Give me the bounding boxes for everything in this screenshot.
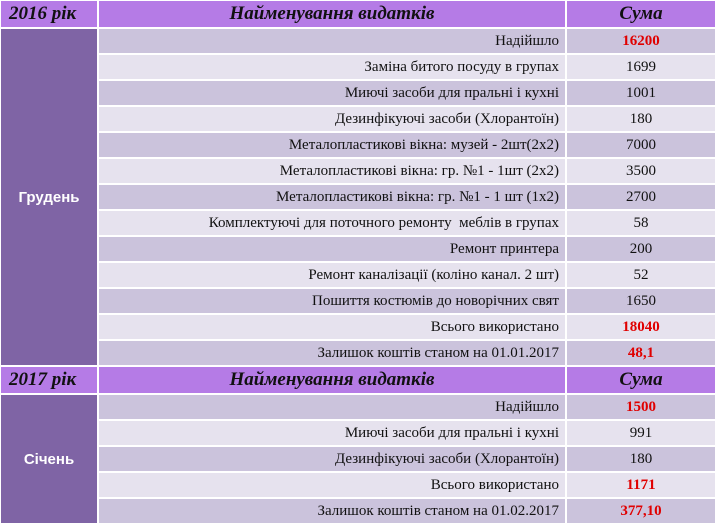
expense-value: 18040	[566, 314, 716, 340]
table-row	[0, 314, 716, 340]
table-row	[0, 236, 716, 262]
expense-name: Ремонт каналізації (коліно канал. 2 шт)	[98, 262, 566, 288]
expense-name: Металопластикові вікна: гр. №1 - 1 шт (1х2)	[98, 184, 566, 210]
expense-name: Пошиття костюмів до новорічних свят	[98, 288, 566, 314]
table-row	[0, 498, 716, 524]
expense-value: 1699	[566, 54, 716, 80]
table-row	[0, 28, 716, 54]
table-row	[0, 210, 716, 236]
table-row	[0, 106, 716, 132]
expense-value: 180	[566, 106, 716, 132]
expense-name: Дезинфікуючі засоби (Хлорантоїн)	[98, 446, 566, 472]
expense-name: Заміна битого посуду в групах	[98, 54, 566, 80]
expense-name: Миючі засоби для пральні і кухні	[98, 80, 566, 106]
expense-value: 377,10	[566, 498, 716, 524]
expense-name: Металопластикові вікна: гр. №1 - 1шт (2х2)	[98, 158, 566, 184]
expense-value: 3500	[566, 158, 716, 184]
expense-name: Металопластикові вікна: музей - 2шт(2х2)	[98, 132, 566, 158]
year-cell: 2017 рік	[0, 366, 98, 394]
expense-value: 1171	[566, 472, 716, 498]
table-row	[0, 420, 716, 446]
table-row	[0, 288, 716, 314]
expense-value: 52	[566, 262, 716, 288]
expense-value: 1500	[566, 394, 716, 420]
expense-name: Комплектуючі для поточного ремонту меблів в групах	[98, 210, 566, 236]
expense-value: 1650	[566, 288, 716, 314]
expense-name: Ремонт принтера	[98, 236, 566, 262]
expense-value: 180	[566, 446, 716, 472]
expense-value: 16200	[566, 28, 716, 54]
table-row	[0, 472, 716, 498]
expense-value: 200	[566, 236, 716, 262]
expense-name: Залишок коштів станом на 01.01.2017	[98, 340, 566, 366]
expense-name: Надійшло	[98, 28, 566, 54]
expense-value: 58	[566, 210, 716, 236]
table-row	[0, 54, 716, 80]
header-sum-cell: Сума	[566, 366, 716, 394]
expense-name: Дезинфікуючі засоби (Хлорантоїн)	[98, 106, 566, 132]
expense-value: 1001	[566, 80, 716, 106]
expense-value: 7000	[566, 132, 716, 158]
table-row	[0, 446, 716, 472]
table-row	[0, 132, 716, 158]
table-row	[0, 262, 716, 288]
expense-name: Надійшло	[98, 394, 566, 420]
expense-name: Залишок коштів станом на 01.02.2017	[98, 498, 566, 524]
expense-name: Всього використано	[98, 314, 566, 340]
expense-name: Миючі засоби для пральні і кухні	[98, 420, 566, 446]
header-row-2016	[0, 0, 716, 28]
table-row	[0, 394, 716, 420]
expense-value: 2700	[566, 184, 716, 210]
expense-name: Всього використано	[98, 472, 566, 498]
header-name-cell: Найменування видатків	[98, 0, 566, 28]
table-row	[0, 80, 716, 106]
expense-value: 48,1	[566, 340, 716, 366]
month-cell: Січень	[0, 394, 98, 524]
header-sum-cell: Сума	[566, 0, 716, 28]
table-row	[0, 340, 716, 366]
expense-value: 991	[566, 420, 716, 446]
header-row-2017	[0, 366, 716, 394]
header-name-cell: Найменування видатків	[98, 366, 566, 394]
table-row	[0, 158, 716, 184]
table-row	[0, 184, 716, 210]
year-cell: 2016 рік	[0, 0, 98, 28]
month-cell: Грудень	[0, 28, 98, 366]
